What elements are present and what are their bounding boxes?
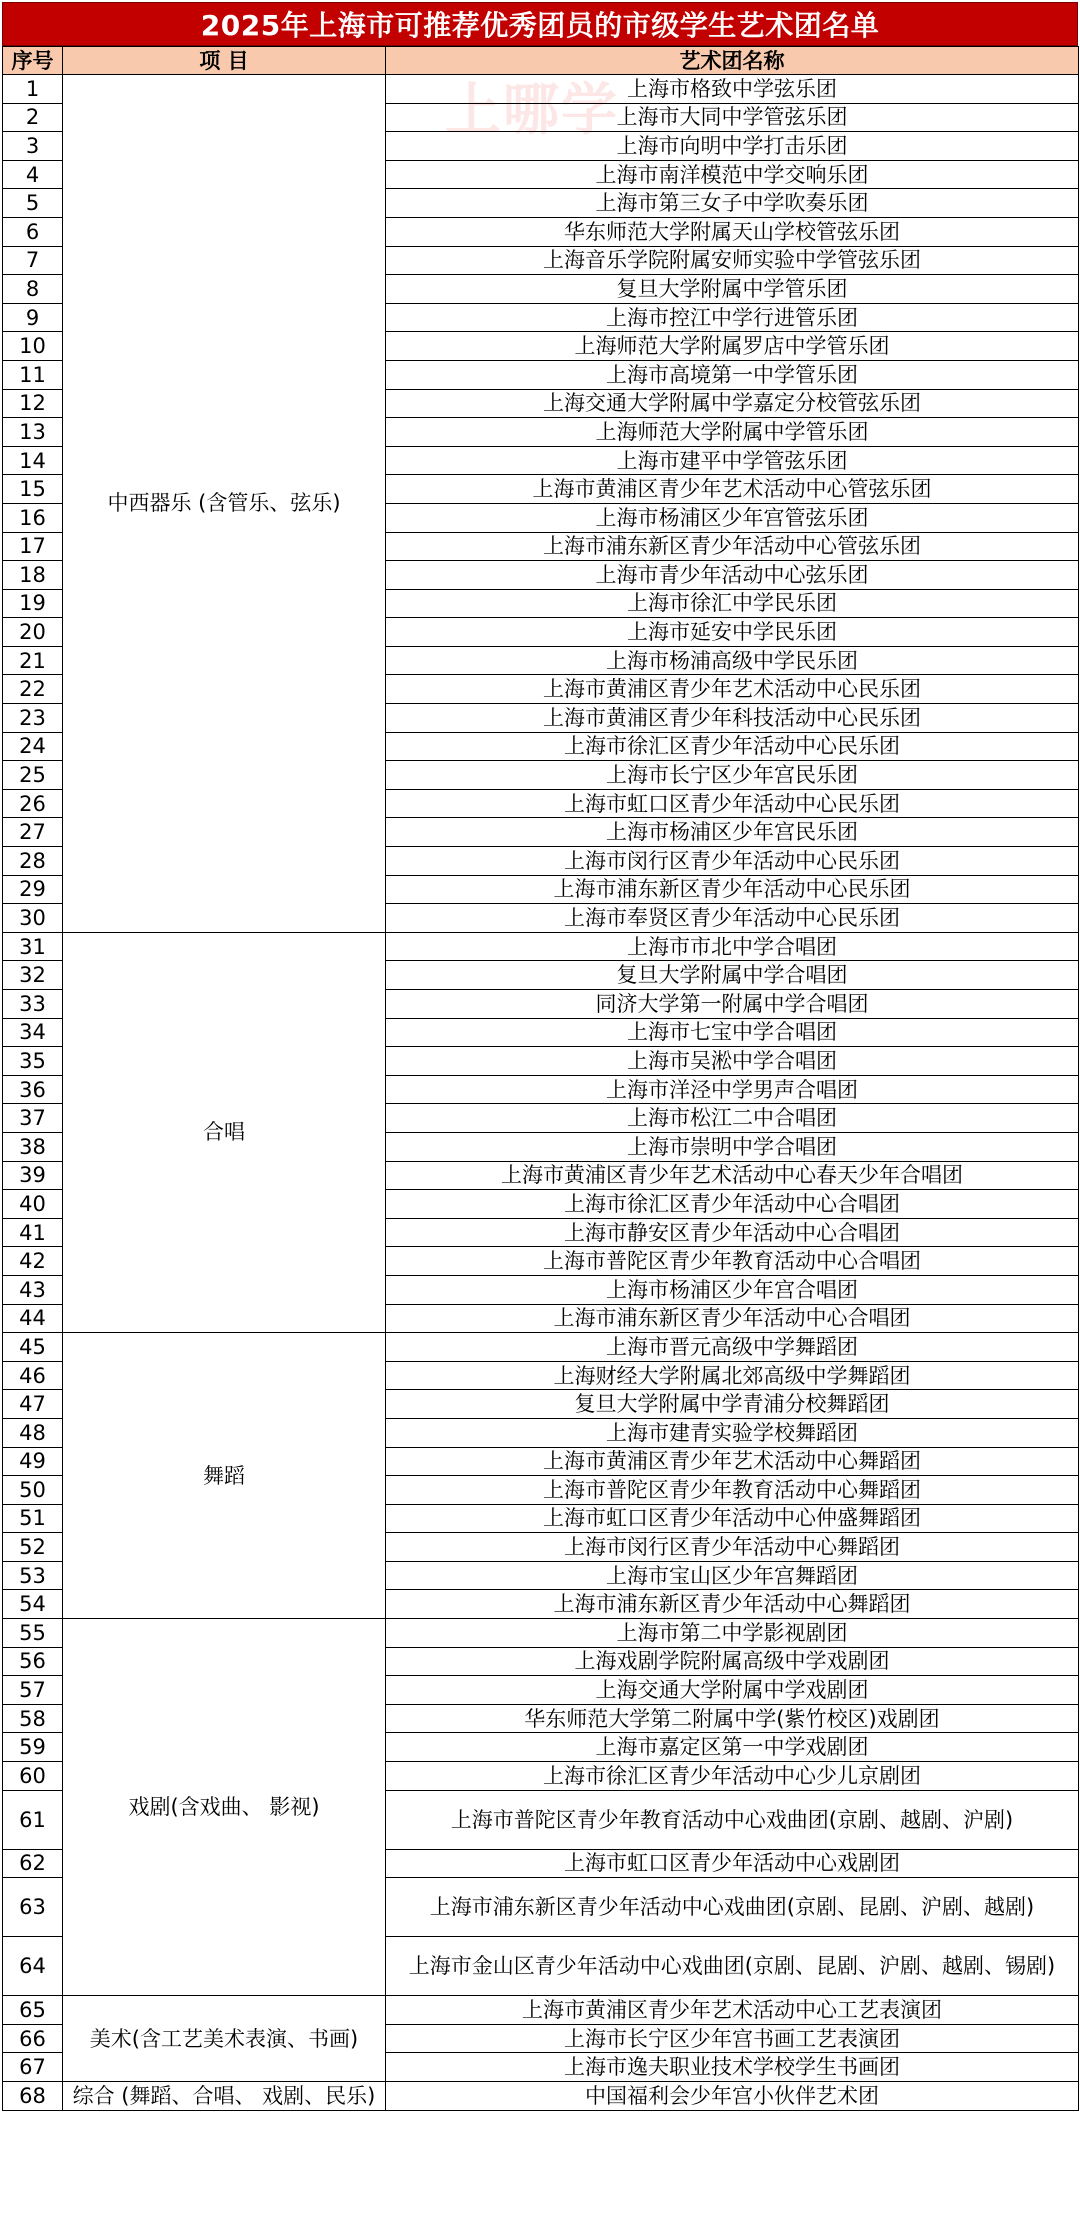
row-troupe-name: 上海市高境第一中学管乐团 bbox=[386, 360, 1079, 389]
row-troupe-name: 上海市杨浦高级中学民乐团 bbox=[386, 646, 1079, 675]
row-seq: 34 bbox=[3, 1018, 63, 1047]
row-seq: 15 bbox=[3, 475, 63, 504]
row-troupe-name: 上海市长宁区少年宫书画工艺表演团 bbox=[386, 2024, 1079, 2053]
row-troupe-name: 上海市普陀区青少年教育活动中心舞蹈团 bbox=[386, 1476, 1079, 1505]
row-seq: 16 bbox=[3, 503, 63, 532]
table-row bbox=[3, 932, 1079, 961]
row-seq: 36 bbox=[3, 1075, 63, 1104]
row-seq: 55 bbox=[3, 1619, 63, 1648]
row-seq: 8 bbox=[3, 275, 63, 304]
row-troupe-name: 上海市普陀区青少年教育活动中心合唱团 bbox=[386, 1247, 1079, 1276]
row-troupe-name: 上海市浦东新区青少年活动中心戏曲团(京剧、昆剧、沪剧、越剧) bbox=[386, 1878, 1079, 1937]
row-troupe-name: 上海市宝山区少年宫舞蹈团 bbox=[386, 1561, 1079, 1590]
row-troupe-name: 上海市青少年活动中心弦乐团 bbox=[386, 561, 1079, 590]
row-troupe-name: 上海市黄浦区青少年艺术活动中心舞蹈团 bbox=[386, 1447, 1079, 1476]
row-seq: 65 bbox=[3, 1996, 63, 2025]
row-seq: 37 bbox=[3, 1104, 63, 1133]
row-seq: 26 bbox=[3, 789, 63, 818]
row-seq: 23 bbox=[3, 704, 63, 733]
row-troupe-name: 上海戏剧学院附属高级中学戏剧团 bbox=[386, 1647, 1079, 1676]
row-troupe-name: 华东师范大学第二附属中学(紫竹校区)戏剧团 bbox=[386, 1704, 1079, 1733]
row-troupe-name: 上海市徐汇区青少年活动中心合唱团 bbox=[386, 1190, 1079, 1219]
row-troupe-name: 上海市浦东新区青少年活动中心合唱团 bbox=[386, 1304, 1079, 1333]
row-troupe-name: 复旦大学附属中学青浦分校舞蹈团 bbox=[386, 1390, 1079, 1419]
row-troupe-name: 上海市第三女子中学吹奏乐团 bbox=[386, 189, 1079, 218]
row-troupe-name: 上海交通大学附属中学嘉定分校管弦乐团 bbox=[386, 389, 1079, 418]
row-seq: 12 bbox=[3, 389, 63, 418]
row-troupe-name: 上海市控江中学行进管乐团 bbox=[386, 303, 1079, 332]
watermark-text: 上哪学 bbox=[445, 78, 619, 143]
row-troupe-name: 上海市大同中学管弦乐团 bbox=[386, 103, 1079, 132]
table-header-row bbox=[3, 47, 1079, 75]
row-seq: 47 bbox=[3, 1390, 63, 1419]
header-seq: 序号 bbox=[3, 47, 63, 75]
row-seq: 66 bbox=[3, 2024, 63, 2053]
row-troupe-name: 上海市建青实验学校舞蹈团 bbox=[386, 1418, 1079, 1447]
table-row bbox=[3, 1333, 1079, 1362]
row-troupe-name: 上海市虹口区青少年活动中心仲盛舞蹈团 bbox=[386, 1504, 1079, 1533]
row-troupe-name: 复旦大学附属中学合唱团 bbox=[386, 961, 1079, 990]
row-seq: 43 bbox=[3, 1275, 63, 1304]
row-troupe-name: 上海市崇明中学合唱团 bbox=[386, 1132, 1079, 1161]
row-troupe-name: 同济大学第一附属中学合唱团 bbox=[386, 990, 1079, 1019]
row-seq: 1 bbox=[3, 75, 63, 104]
category-cell: 美术(含工艺美术表演、书画) bbox=[63, 1996, 386, 2082]
row-seq: 13 bbox=[3, 418, 63, 447]
row-seq: 29 bbox=[3, 875, 63, 904]
category-cell: 戏剧(含戏曲、 影视) bbox=[63, 1619, 386, 1996]
row-seq: 48 bbox=[3, 1418, 63, 1447]
row-seq: 38 bbox=[3, 1132, 63, 1161]
row-seq: 24 bbox=[3, 732, 63, 761]
table-row bbox=[3, 1619, 1079, 1648]
row-seq: 54 bbox=[3, 1590, 63, 1619]
row-seq: 30 bbox=[3, 904, 63, 933]
row-troupe-name: 上海市格致中学弦乐团 bbox=[386, 75, 1079, 104]
row-seq: 31 bbox=[3, 932, 63, 961]
table-row bbox=[3, 2082, 1079, 2111]
row-seq: 63 bbox=[3, 1878, 63, 1937]
row-troupe-name: 中国福利会少年宫小伙伴艺术团 bbox=[386, 2082, 1079, 2111]
row-troupe-name: 上海市向明中学打击乐团 bbox=[386, 132, 1079, 161]
row-seq: 22 bbox=[3, 675, 63, 704]
row-troupe-name: 上海市闵行区青少年活动中心民乐团 bbox=[386, 847, 1079, 876]
row-troupe-name: 上海市长宁区少年宫民乐团 bbox=[386, 761, 1079, 790]
row-troupe-name: 上海师范大学附属罗店中学管乐团 bbox=[386, 332, 1079, 361]
row-seq: 49 bbox=[3, 1447, 63, 1476]
row-seq: 3 bbox=[3, 132, 63, 161]
row-troupe-name: 上海市延安中学民乐团 bbox=[386, 618, 1079, 647]
row-seq: 9 bbox=[3, 303, 63, 332]
row-troupe-name: 上海市黄浦区青少年艺术活动中心管弦乐团 bbox=[386, 475, 1079, 504]
row-troupe-name: 上海市黄浦区青少年艺术活动中心工艺表演团 bbox=[386, 1996, 1079, 2025]
row-seq: 67 bbox=[3, 2053, 63, 2082]
table-row bbox=[3, 75, 1079, 104]
row-seq: 11 bbox=[3, 360, 63, 389]
row-troupe-name: 上海市虹口区青少年活动中心戏剧团 bbox=[386, 1849, 1079, 1878]
row-troupe-name: 上海市徐汇区青少年活动中心少儿京剧团 bbox=[386, 1762, 1079, 1791]
row-troupe-name: 上海市杨浦区少年宫合唱团 bbox=[386, 1275, 1079, 1304]
row-seq: 21 bbox=[3, 646, 63, 675]
row-seq: 57 bbox=[3, 1676, 63, 1705]
category-cell: 综合 (舞蹈、合唱、 戏剧、民乐) bbox=[63, 2082, 386, 2111]
row-troupe-name: 上海市普陀区青少年教育活动中心戏曲团(京剧、越剧、沪剧) bbox=[386, 1790, 1079, 1849]
row-seq: 19 bbox=[3, 589, 63, 618]
row-seq: 41 bbox=[3, 1218, 63, 1247]
row-troupe-name: 上海市松江二中合唱团 bbox=[386, 1104, 1079, 1133]
row-troupe-name: 复旦大学附属中学管乐团 bbox=[386, 275, 1079, 304]
art-troupe-table bbox=[2, 46, 1079, 2111]
row-seq: 28 bbox=[3, 847, 63, 876]
row-troupe-name: 上海市静安区青少年活动中心合唱团 bbox=[386, 1218, 1079, 1247]
row-seq: 5 bbox=[3, 189, 63, 218]
row-troupe-name: 上海市黄浦区青少年艺术活动中心春天少年合唱团 bbox=[386, 1161, 1079, 1190]
row-seq: 20 bbox=[3, 618, 63, 647]
row-seq: 44 bbox=[3, 1304, 63, 1333]
row-seq: 2 bbox=[3, 103, 63, 132]
row-seq: 35 bbox=[3, 1047, 63, 1076]
header-project: 项 目 bbox=[63, 47, 386, 75]
row-troupe-name: 上海师范大学附属中学管乐团 bbox=[386, 418, 1079, 447]
row-troupe-name: 上海市奉贤区青少年活动中心民乐团 bbox=[386, 904, 1079, 933]
row-seq: 68 bbox=[3, 2082, 63, 2111]
row-seq: 42 bbox=[3, 1247, 63, 1276]
row-troupe-name: 上海交通大学附属中学戏剧团 bbox=[386, 1676, 1079, 1705]
row-seq: 51 bbox=[3, 1504, 63, 1533]
row-seq: 32 bbox=[3, 961, 63, 990]
header-name: 艺术团名称 bbox=[386, 47, 1079, 75]
row-troupe-name: 上海市浦东新区青少年活动中心舞蹈团 bbox=[386, 1590, 1079, 1619]
row-troupe-name: 上海市虹口区青少年活动中心民乐团 bbox=[386, 789, 1079, 818]
row-seq: 52 bbox=[3, 1533, 63, 1562]
row-seq: 58 bbox=[3, 1704, 63, 1733]
row-seq: 25 bbox=[3, 761, 63, 790]
row-troupe-name: 上海市市北中学合唱团 bbox=[386, 932, 1079, 961]
row-troupe-name: 上海财经大学附属北郊高级中学舞蹈团 bbox=[386, 1361, 1079, 1390]
row-seq: 18 bbox=[3, 561, 63, 590]
row-seq: 10 bbox=[3, 332, 63, 361]
row-troupe-name: 上海音乐学院附属安师实验中学管弦乐团 bbox=[386, 246, 1079, 275]
row-troupe-name: 华东师范大学附属天山学校管弦乐团 bbox=[386, 217, 1079, 246]
category-cell: 合唱 bbox=[63, 932, 386, 1332]
row-troupe-name: 上海市杨浦区少年宫民乐团 bbox=[386, 818, 1079, 847]
row-troupe-name: 上海市徐汇中学民乐团 bbox=[386, 589, 1079, 618]
category-cell: 舞蹈 bbox=[63, 1333, 386, 1619]
category-cell: 中西器乐 (含管乐、弦乐) bbox=[63, 75, 386, 933]
table-row bbox=[3, 1996, 1079, 2025]
row-troupe-name: 上海市吴淞中学合唱团 bbox=[386, 1047, 1079, 1076]
row-seq: 50 bbox=[3, 1476, 63, 1505]
row-troupe-name: 上海市黄浦区青少年科技活动中心民乐团 bbox=[386, 704, 1079, 733]
row-seq: 59 bbox=[3, 1733, 63, 1762]
row-seq: 7 bbox=[3, 246, 63, 275]
row-seq: 40 bbox=[3, 1190, 63, 1219]
row-seq: 60 bbox=[3, 1762, 63, 1791]
row-troupe-name: 上海市晋元高级中学舞蹈团 bbox=[386, 1333, 1079, 1362]
row-troupe-name: 上海市第二中学影视剧团 bbox=[386, 1619, 1079, 1648]
row-troupe-name: 上海市闵行区青少年活动中心舞蹈团 bbox=[386, 1533, 1079, 1562]
page-title: 2025年上海市可推荐优秀团员的市级学生艺术团名单 bbox=[2, 2, 1078, 46]
row-seq: 61 bbox=[3, 1790, 63, 1849]
row-seq: 46 bbox=[3, 1361, 63, 1390]
row-seq: 64 bbox=[3, 1937, 63, 1996]
row-troupe-name: 上海市浦东新区青少年活动中心管弦乐团 bbox=[386, 532, 1079, 561]
row-troupe-name: 上海市洋泾中学男声合唱团 bbox=[386, 1075, 1079, 1104]
row-seq: 56 bbox=[3, 1647, 63, 1676]
row-seq: 17 bbox=[3, 532, 63, 561]
row-seq: 45 bbox=[3, 1333, 63, 1362]
row-seq: 33 bbox=[3, 990, 63, 1019]
row-seq: 27 bbox=[3, 818, 63, 847]
row-troupe-name: 上海市七宝中学合唱团 bbox=[386, 1018, 1079, 1047]
row-seq: 62 bbox=[3, 1849, 63, 1878]
row-troupe-name: 上海市嘉定区第一中学戏剧团 bbox=[386, 1733, 1079, 1762]
row-seq: 4 bbox=[3, 160, 63, 189]
row-troupe-name: 上海市逸夫职业技术学校学生书画团 bbox=[386, 2053, 1079, 2082]
row-troupe-name: 上海市杨浦区少年宫管弦乐团 bbox=[386, 503, 1079, 532]
row-troupe-name: 上海市黄浦区青少年艺术活动中心民乐团 bbox=[386, 675, 1079, 704]
row-seq: 14 bbox=[3, 446, 63, 475]
row-troupe-name: 上海市金山区青少年活动中心戏曲团(京剧、昆剧、沪剧、越剧、锡剧) bbox=[386, 1937, 1079, 1996]
row-seq: 39 bbox=[3, 1161, 63, 1190]
row-troupe-name: 上海市浦东新区青少年活动中心民乐团 bbox=[386, 875, 1079, 904]
row-seq: 6 bbox=[3, 217, 63, 246]
row-troupe-name: 上海市建平中学管弦乐团 bbox=[386, 446, 1079, 475]
row-troupe-name: 上海市南洋模范中学交响乐团 bbox=[386, 160, 1079, 189]
row-seq: 53 bbox=[3, 1561, 63, 1590]
row-troupe-name: 上海市徐汇区青少年活动中心民乐团 bbox=[386, 732, 1079, 761]
